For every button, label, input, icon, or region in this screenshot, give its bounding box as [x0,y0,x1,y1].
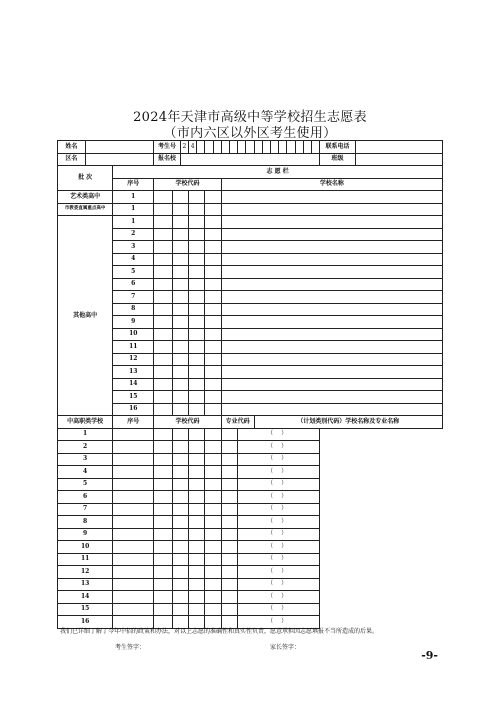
row-number: 8 [113,303,154,316]
code-cell[interactable] [189,241,205,254]
code-cell[interactable] [154,353,172,366]
major-code-cell[interactable] [205,528,221,541]
major-code-cell[interactable] [205,516,221,529]
code-cell[interactable] [113,578,154,591]
row-number: 10 [113,328,154,341]
major-code-cell[interactable] [221,578,237,591]
form-subtitle: （市内六区以外区考生使用） [163,126,337,141]
major-code-cell[interactable] [221,428,237,441]
voc-major-code-header: 专业代码 [221,416,254,429]
code-cell[interactable] [154,453,172,466]
code-cell[interactable] [154,303,172,316]
district-field[interactable] [85,153,154,166]
exam-no-digit[interactable] [303,141,311,154]
code-cell[interactable] [154,341,172,354]
school-major-name-cell[interactable]: （ ） [238,591,320,604]
code-cell[interactable] [154,578,172,591]
code-cell[interactable] [154,191,172,204]
row-number: 6 [58,491,113,504]
code-cell[interactable] [205,341,221,354]
code-cell[interactable] [189,541,205,554]
code-cell[interactable] [172,503,188,516]
exam-no-digit[interactable] [230,141,238,154]
row-number: 9 [58,528,113,541]
code-cell[interactable] [172,466,188,479]
row-number: 13 [58,578,113,591]
school-major-name-cell[interactable]: （ ） [238,503,320,516]
exam-no-digit[interactable] [279,141,287,154]
code-cell[interactable] [113,441,154,454]
major-code-cell[interactable] [205,466,221,479]
code-cell[interactable] [154,378,172,391]
school-name-cell[interactable] [221,303,442,316]
code-cell[interactable] [205,328,221,341]
code-cell[interactable] [113,466,154,479]
major-code-cell[interactable] [205,453,221,466]
code-cell[interactable] [113,553,154,566]
row-number: 1 [113,191,154,204]
school-label: 报名校 [154,153,181,166]
code-cell[interactable] [154,278,172,291]
exam-no-digit-1[interactable]: 2 [180,141,188,154]
school-name-header: 学校名称 [221,178,442,191]
code-cell[interactable] [205,291,221,304]
exam-no-digit-2[interactable]: 4 [189,141,197,154]
code-cell[interactable] [189,466,205,479]
code-cell[interactable] [172,391,188,404]
code-cell[interactable] [172,191,188,204]
row-number: 15 [58,603,113,616]
school-major-name-cell[interactable]: （ ） [238,478,320,491]
code-cell[interactable] [113,541,154,554]
exam-no-digit[interactable] [262,141,270,154]
major-code-cell[interactable] [221,591,237,604]
code-cell[interactable] [113,528,154,541]
code-cell[interactable] [154,516,172,529]
code-cell[interactable] [113,491,154,504]
major-code-cell[interactable] [221,453,237,466]
code-cell[interactable] [189,591,205,604]
code-cell[interactable] [189,553,205,566]
school-name-cell[interactable] [221,291,442,304]
major-code-cell[interactable] [205,553,221,566]
art-section-label: 艺术类高中 [58,191,113,204]
code-cell[interactable] [189,503,205,516]
exam-no-digit[interactable] [311,141,319,154]
code-cell[interactable] [189,216,205,229]
major-code-cell[interactable] [221,441,237,454]
row-number: 1 [113,216,154,229]
school-name-cell[interactable] [221,203,442,216]
application-form-table [57,140,443,629]
code-cell[interactable] [205,241,221,254]
code-cell[interactable] [154,591,172,604]
major-code-cell[interactable] [205,428,221,441]
major-code-cell[interactable] [221,541,237,554]
row-number: 8 [58,516,113,529]
code-cell[interactable] [189,391,205,404]
exam-no-digit[interactable] [197,141,205,154]
code-cell[interactable] [172,566,188,579]
code-cell[interactable] [154,253,172,266]
code-cell[interactable] [154,366,172,379]
code-cell[interactable] [205,403,221,416]
school-name-cell[interactable] [221,341,442,354]
code-cell[interactable] [154,291,172,304]
code-cell[interactable] [189,428,205,441]
code-cell[interactable] [205,266,221,279]
school-name-cell[interactable] [221,266,442,279]
code-cell[interactable] [172,241,188,254]
code-cell[interactable] [172,266,188,279]
code-cell[interactable] [189,203,205,216]
code-cell[interactable] [189,291,205,304]
major-code-cell[interactable] [221,566,237,579]
school-major-name-cell[interactable]: （ ） [238,541,320,554]
code-cell[interactable] [189,328,205,341]
major-code-cell[interactable] [205,578,221,591]
code-cell[interactable] [154,528,172,541]
seq-header: 序号 [113,178,154,191]
code-cell[interactable] [154,203,172,216]
major-code-cell[interactable] [205,491,221,504]
code-cell[interactable] [154,603,172,616]
code-cell[interactable] [189,341,205,354]
class-label: 班级 [320,153,356,166]
code-cell[interactable] [205,203,221,216]
key-section-label: 市教委直属重点高中 [58,203,113,216]
code-cell[interactable] [172,216,188,229]
code-cell[interactable] [189,578,205,591]
code-cell[interactable] [172,603,188,616]
code-cell[interactable] [205,378,221,391]
row-number: 12 [58,566,113,579]
row-number: 15 [113,391,154,404]
vocational-section-label: 中高职类学校 [58,416,113,429]
declaration-text: 我们已详细了解了今年中招的政策和办法，对以上志愿的准确性和真实性负责，愿意承担因志愿填报不当所造成的后果。 [60,628,379,635]
school-major-name-cell[interactable]: （ ） [238,466,320,479]
code-cell[interactable] [154,266,172,279]
code-cell[interactable] [189,453,205,466]
school-major-name-cell[interactable]: （ ） [238,528,320,541]
parent-signature-label: 家长签字： [270,644,301,651]
code-cell[interactable] [172,291,188,304]
code-cell[interactable] [172,378,188,391]
code-cell[interactable] [189,378,205,391]
code-cell[interactable] [205,366,221,379]
phone-label: 联系电话 [320,141,356,154]
school-code-header: 学校代码 [154,178,222,191]
code-cell[interactable] [189,528,205,541]
code-cell[interactable] [172,403,188,416]
code-cell[interactable] [205,391,221,404]
major-code-cell[interactable] [221,553,237,566]
code-cell[interactable] [113,478,154,491]
major-code-cell[interactable] [205,566,221,579]
code-cell[interactable] [154,491,172,504]
code-cell[interactable] [113,603,154,616]
row-number: 10 [58,541,113,554]
school-major-name-cell[interactable]: （ ） [238,603,320,616]
code-cell[interactable] [172,591,188,604]
code-cell[interactable] [189,191,205,204]
voc-school-code-header: 学校代码 [154,416,222,429]
code-cell[interactable] [154,316,172,329]
class-field[interactable] [355,153,442,166]
row-number: 2 [113,228,154,241]
code-cell[interactable] [154,228,172,241]
school-major-name-cell[interactable]: （ ） [238,516,320,529]
row-number: 3 [58,453,113,466]
volunteer-label: 志 愿 栏 [113,166,443,179]
exam-no-digit[interactable] [287,141,295,154]
code-cell[interactable] [189,278,205,291]
code-cell[interactable] [172,316,188,329]
school-major-name-cell[interactable]: （ ） [238,453,320,466]
code-cell[interactable] [189,516,205,529]
code-cell[interactable] [189,403,205,416]
row-number: 4 [113,253,154,266]
code-cell[interactable] [113,516,154,529]
code-cell[interactable] [154,391,172,404]
school-major-name-cell[interactable]: （ ） [238,566,320,579]
row-number: 1 [58,428,113,441]
school-major-name-cell[interactable]: （ ） [238,441,320,454]
code-cell[interactable] [154,566,172,579]
code-cell[interactable] [205,278,221,291]
code-cell[interactable] [172,353,188,366]
school-major-name-cell[interactable]: （ ） [238,553,320,566]
exam-no-digit[interactable] [246,141,254,154]
major-code-cell[interactable] [221,603,237,616]
code-cell[interactable] [172,578,188,591]
major-code-cell[interactable] [205,503,221,516]
code-cell[interactable] [172,228,188,241]
school-name-cell[interactable] [221,316,442,329]
exam-no-digit[interactable] [270,141,278,154]
major-code-cell[interactable] [221,478,237,491]
school-name-cell[interactable] [221,216,442,229]
major-code-cell[interactable] [221,516,237,529]
code-cell[interactable] [189,478,205,491]
code-cell[interactable] [172,253,188,266]
major-code-cell[interactable] [205,541,221,554]
code-cell[interactable] [172,366,188,379]
code-cell[interactable] [172,516,188,529]
code-cell[interactable] [189,353,205,366]
row-number: 7 [58,503,113,516]
school-name-cell[interactable] [221,253,442,266]
school-name-cell[interactable] [221,278,442,291]
student-signature-label: 考生签字： [115,644,146,651]
voc-name-header: （计划类别代码）学校名称及专业名称 [254,416,442,429]
code-cell[interactable] [172,491,188,504]
row-number: 16 [113,403,154,416]
code-cell[interactable] [172,441,188,454]
code-cell[interactable] [113,566,154,579]
school-name-cell[interactable] [221,241,442,254]
school-name-cell[interactable] [221,191,442,204]
school-field[interactable] [180,153,319,166]
batch-label: 批 次 [58,166,113,191]
row-number: 5 [58,478,113,491]
code-cell[interactable] [154,466,172,479]
code-cell[interactable] [154,541,172,554]
code-cell[interactable] [172,328,188,341]
major-code-cell[interactable] [205,478,221,491]
code-cell[interactable] [172,303,188,316]
row-number: 1 [113,203,154,216]
code-cell[interactable] [113,503,154,516]
code-cell[interactable] [205,216,221,229]
row-number: 3 [113,241,154,254]
code-cell[interactable] [205,191,221,204]
code-cell[interactable] [172,428,188,441]
row-number: 14 [113,378,154,391]
exam-no-digit[interactable] [295,141,303,154]
code-cell[interactable] [205,353,221,366]
code-cell[interactable] [205,228,221,241]
school-name-cell[interactable] [221,228,442,241]
form-title: 2024年天津市高级中等学校招生志愿表 [133,110,367,125]
exam-no-digit[interactable] [213,141,221,154]
code-cell[interactable] [113,591,154,604]
code-cell[interactable] [205,303,221,316]
row-number: 6 [113,278,154,291]
code-cell[interactable] [189,303,205,316]
code-cell[interactable] [113,428,154,441]
major-code-cell[interactable] [205,441,221,454]
row-number: 7 [113,291,154,304]
district-label: 区名 [58,153,86,166]
code-cell[interactable] [154,441,172,454]
code-cell[interactable] [205,316,221,329]
row-number: 16 [58,616,113,629]
code-cell[interactable] [154,478,172,491]
code-cell[interactable] [154,428,172,441]
phone-field[interactable] [355,141,442,154]
code-cell[interactable] [172,541,188,554]
name-field[interactable] [85,141,154,154]
major-code-cell[interactable] [205,591,221,604]
code-cell[interactable] [172,203,188,216]
school-name-cell[interactable] [221,328,442,341]
row-number: 9 [113,316,154,329]
code-cell[interactable] [172,478,188,491]
exam-no-label: 考生号 [154,141,181,154]
other-section-label: 其他高中 [58,216,113,416]
row-number: 2 [58,441,113,454]
school-name-cell[interactable] [221,378,442,391]
voc-seq-header: 序号 [113,416,154,429]
code-cell[interactable] [172,553,188,566]
row-number: 14 [58,591,113,604]
code-cell[interactable] [154,216,172,229]
school-name-cell[interactable] [221,391,442,404]
code-cell[interactable] [154,241,172,254]
code-cell[interactable] [205,253,221,266]
code-cell[interactable] [154,553,172,566]
code-cell[interactable] [172,278,188,291]
row-number: 11 [58,553,113,566]
row-number: 4 [58,466,113,479]
code-cell[interactable] [189,228,205,241]
code-cell[interactable] [172,453,188,466]
code-cell[interactable] [189,253,205,266]
school-major-name-cell[interactable]: （ ） [238,428,320,441]
row-number: 5 [113,266,154,279]
exam-no-digit[interactable] [221,141,229,154]
school-name-cell[interactable] [221,403,442,416]
school-major-name-cell[interactable]: （ ） [238,491,320,504]
row-number: 11 [113,341,154,354]
code-cell[interactable] [189,266,205,279]
school-major-name-cell[interactable]: （ ） [238,616,320,629]
code-cell[interactable] [189,491,205,504]
code-cell[interactable] [189,366,205,379]
exam-no-digit[interactable] [205,141,213,154]
code-cell[interactable] [154,503,172,516]
code-cell[interactable] [189,566,205,579]
row-number: 13 [113,366,154,379]
code-cell[interactable] [154,403,172,416]
code-cell[interactable] [172,341,188,354]
exam-no-digit[interactable] [254,141,262,154]
school-name-cell[interactable] [221,353,442,366]
code-cell[interactable] [113,453,154,466]
code-cell[interactable] [172,528,188,541]
major-code-cell[interactable] [205,603,221,616]
major-code-cell[interactable] [221,503,237,516]
name-label: 姓名 [58,141,86,154]
major-code-cell[interactable] [221,466,237,479]
major-code-cell[interactable] [221,528,237,541]
code-cell[interactable] [189,441,205,454]
code-cell[interactable] [189,316,205,329]
school-name-cell[interactable] [221,366,442,379]
row-number: 12 [113,353,154,366]
page-number: -9- [421,649,438,662]
major-code-cell[interactable] [221,491,237,504]
code-cell[interactable] [154,328,172,341]
exam-no-digit[interactable] [238,141,246,154]
code-cell[interactable] [189,603,205,616]
school-major-name-cell[interactable]: （ ） [238,578,320,591]
